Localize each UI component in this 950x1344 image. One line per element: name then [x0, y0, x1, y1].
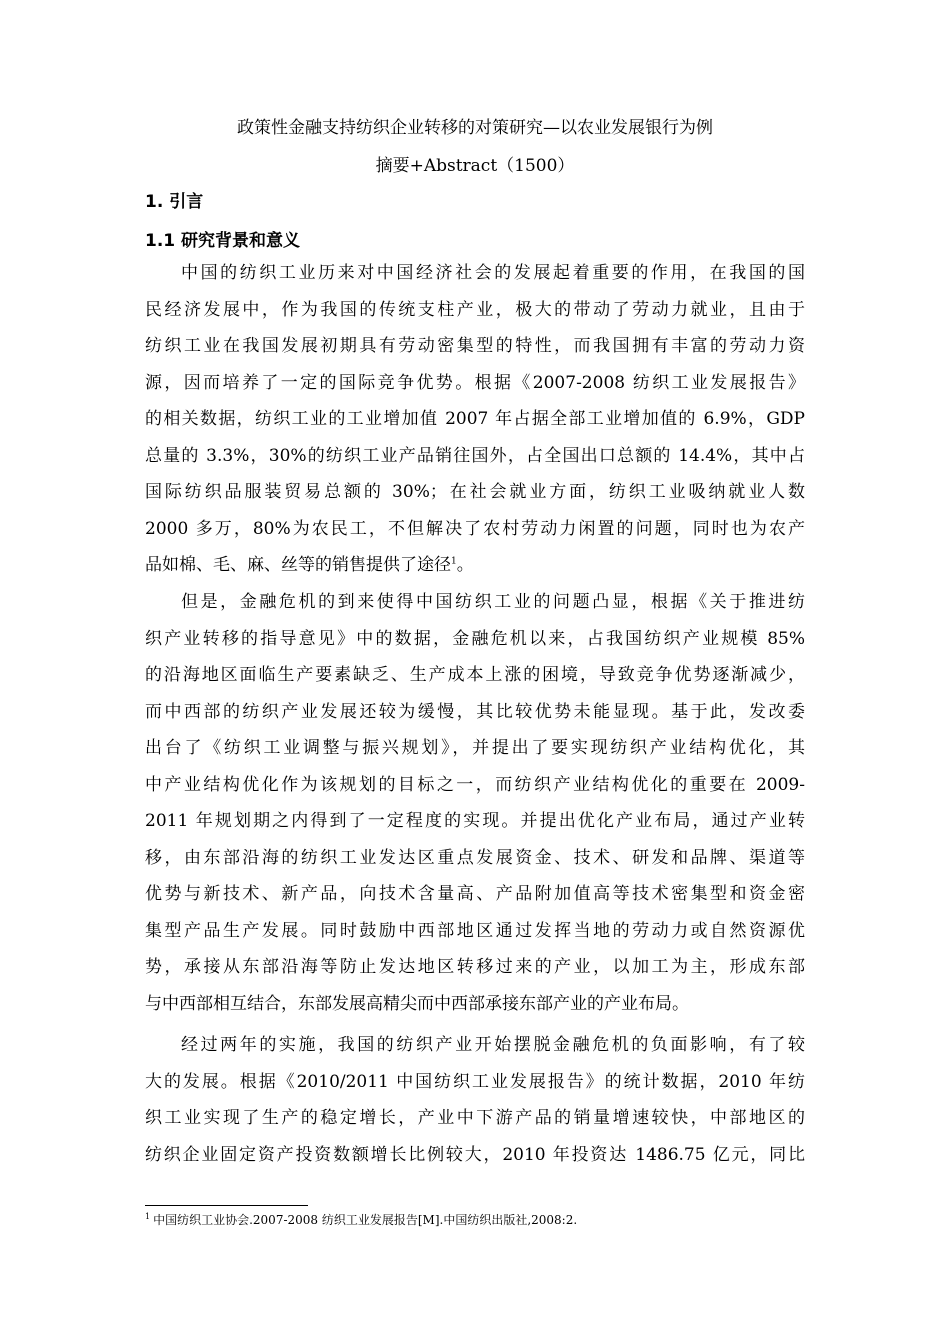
paragraph-line: 集型产品生产发展。同时鼓励中西部地区通过发挥当地的劳动力或自然资源优 — [145, 920, 805, 941]
paragraph-line: 民经济发展中，作为我国的传统支柱产业，极大的带动了劳动力就业，且由于 — [145, 299, 805, 320]
footnote-divider — [145, 1205, 308, 1206]
paragraph-line: 中产业结构优化作为该规划的目标之一，而纺织产业结构优化的重要在 2009- — [145, 774, 805, 795]
paragraph-line: 2000 多万，80%为农民工，不但解决了农村劳动力闲置的问题，同时也为农产 — [145, 518, 805, 539]
paragraph-line: 的相关数据，纺织工业的工业增加值 2007 年占据全部工业增加值的 6.9%，GDP — [145, 409, 805, 429]
paragraph-line: 与中西部相互结合，东部发展高精尖而中西部承接东部产业的产业布局。 — [145, 993, 689, 1014]
paragraph-1 — [145, 255, 805, 584]
footnote-text: 中国纺织工业协会.2007-2008 纺织工业发展报告[M].中国纺织出版社,2008:2. — [153, 1213, 578, 1227]
paragraph-end-punctuation: 。 — [456, 555, 474, 575]
paragraph-line: 总量的 3.3%，30%的纺织工业产品销往国外，占全国出口总额的 14.4%，其中占 — [145, 445, 805, 466]
footnote-reference[interactable]: 1 — [451, 556, 457, 567]
footnote — [145, 1212, 577, 1228]
footnote-number: 1 — [145, 1212, 151, 1221]
paragraph-line: 2011 年规划期之内得到了一定程度的实现。并提出优化产业布局，通过产业转 — [145, 811, 805, 831]
paragraph-line: 出台了《纺织工业调整与振兴规划》，并提出了要实现纺织产业结构优化，其 — [145, 738, 805, 758]
paragraph-line: 经过两年的实施，我国的纺织产业开始摆脱金融危机的负面影响，有了较 — [181, 1035, 805, 1055]
paragraph-3 — [145, 1027, 805, 1173]
paragraph-line: 大的发展。根据《2010/2011 中国纺织工业发展报告》的统计数据，2010 年纺 — [145, 1071, 805, 1092]
paragraph-line: 而中西部的纺织产业发展还较为缓慢，其比较优势未能显现。基于此，发改委 — [145, 701, 805, 722]
paragraph-line: 移，由东部沿海的纺织工业发达区重点发展资金、技术、研发和品牌、渠道等 — [145, 847, 805, 868]
paragraph-line: 中国的纺织工业历来对中国经济社会的发展起着重要的作用，在我国的国 — [181, 263, 805, 283]
section-heading: 1. 引言 — [145, 192, 204, 212]
paragraph-line-text: 品如棉、毛、麻、丝等的销售提供了途径 — [145, 555, 451, 575]
paragraph-line: 源，因而培养了一定的国际竞争优势。根据《2007-2008 纺织工业发展报告》 — [145, 372, 805, 393]
paragraph-line: 织工业实现了生产的稳定增长，产业中下游产品的销量增速较快，中部地区的 — [145, 1108, 805, 1128]
paragraph-2 — [145, 584, 805, 1022]
paragraph-line: 势，承接从东部沿海等防止发达地区转移过来的产业，以加工为主，形成东部 — [145, 957, 805, 977]
subsection-heading: 1.1 研究背景和意义 — [145, 231, 301, 251]
paragraph-line: 纺织企业固定资产投资数额增长比例较大，2010 年投资达 1486.75 亿元，同比 — [145, 1144, 805, 1165]
paragraph-line: 织产业转移的指导意见》中的数据，金融危机以来，占我国纺织产业规模 85% — [145, 628, 805, 649]
paragraph-line: 国际纺织品服装贸易总额的 30%；在社会就业方面，纺织工业吸纳就业人数 — [145, 482, 805, 502]
paragraph-line: 纺织工业在我国发展初期具有劳动密集型的特性，而我国拥有丰富的劳动力资 — [145, 336, 805, 356]
document-title: 政策性金融支持纺织企业转移的对策研究—以农业发展银行为例 — [237, 118, 713, 138]
paragraph-line: 优势与新技术、新产品，向技术含量高、产品附加值高等技术密集型和资金密 — [145, 884, 805, 904]
paragraph-line: 但是，金融危机的到来使得中国纺织工业的问题凸显，根据《关于推进纺 — [181, 592, 805, 612]
document-subtitle: 摘要+Abstract（1500） — [375, 156, 575, 176]
paragraph-line — [145, 547, 805, 584]
paragraph-line: 的沿海地区面临生产要素缺乏、生产成本上涨的困境，导致竞争优势逐渐减少， — [145, 665, 805, 685]
